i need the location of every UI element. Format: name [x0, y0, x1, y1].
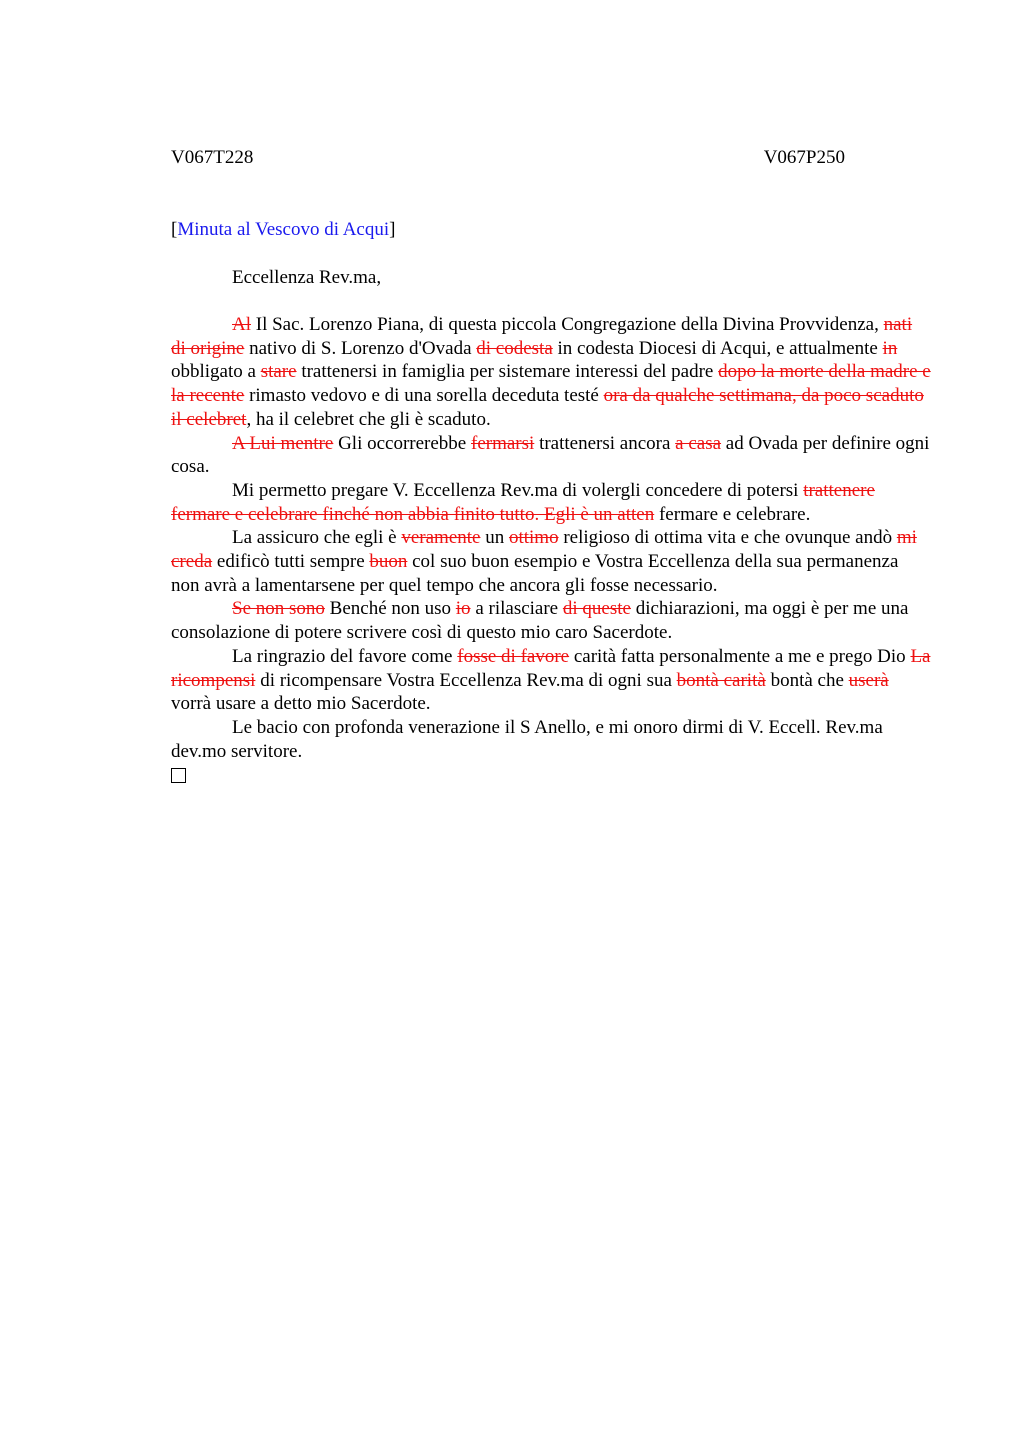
title-open-bracket: [ — [171, 219, 178, 240]
deleted-text: in — [882, 337, 898, 359]
body-text: un — [480, 527, 509, 549]
body-text: religioso di ottima vita e che ovunque andò — [558, 527, 897, 549]
document-page — [171, 145, 931, 789]
body-text: Gli occorrerebbe — [333, 432, 471, 454]
deleted-text: bontà carità — [676, 669, 766, 691]
reference-left: V067T228 — [171, 147, 254, 168]
body-text: trattenersi in famiglia per sistemare interessi del padre — [296, 361, 719, 383]
body-text: ad Ovada per definire ogni cosa. — [171, 432, 930, 478]
body-text: vorrà usare a detto mio Sacerdote. — [171, 693, 431, 715]
deleted-text: trattenere fermare e celebrare finché non abbia finito tutto. Egli è un atten — [171, 479, 875, 525]
end-marker — [171, 763, 931, 789]
body-text: fermare e celebrare. — [654, 503, 811, 525]
deleted-text: fermarsi — [471, 432, 535, 454]
body-text: di ricompensare Vostra Eccellenza Rev.ma di ogni sua — [255, 669, 677, 691]
deleted-text: di codesta — [476, 337, 553, 359]
body-text: , ha il celebret che gli è scaduto. — [246, 408, 491, 430]
letter-paragraph — [171, 432, 931, 479]
letter-paragraph — [171, 716, 931, 763]
body-text: edificò tutti sempre — [212, 551, 370, 573]
body-text: in codesta Diocesi di Acqui, e attualmente — [552, 337, 883, 359]
body-text: Il Sac. Lorenzo Piana, di questa piccola Congregazione della Divina Provvidenza, — [251, 314, 884, 335]
body-text: nativo di S. Lorenzo d'Ovada — [244, 337, 477, 359]
body-text: La ringrazio del favore come — [232, 645, 458, 667]
deleted-text: Al — [232, 314, 251, 335]
body-text: carità fatta personalmente a me e prego Dio — [569, 645, 911, 667]
body-text: a rilasciare — [470, 598, 563, 620]
letter-paragraph — [171, 526, 931, 597]
letter-paragraph — [171, 645, 931, 716]
salutation: Eccellenza Rev.ma, — [232, 267, 382, 288]
body-text: Benché non uso — [324, 598, 456, 620]
deleted-text: Se non sono — [232, 598, 325, 620]
body-text: rimasto vedovo e di una sorella deceduta testé — [244, 385, 604, 407]
letter-paragraph — [171, 479, 931, 526]
body-text: obbligato a — [171, 361, 261, 383]
reference-right: V067P250 — [763, 147, 845, 168]
deleted-text: ottimo — [508, 527, 559, 549]
body-text: dichiarazioni, ma oggi è per me una consolazione di potere scrivere così di questo mio caro Sacerdote. — [171, 598, 909, 644]
deleted-text: stare — [260, 361, 297, 383]
letter-body — [171, 313, 931, 763]
deleted-text: dopo la morte della madre e la recente — [171, 361, 931, 407]
deleted-text: La ricompensi — [171, 645, 931, 691]
end-box-icon — [171, 768, 186, 783]
title-close-bracket: ] — [389, 219, 396, 240]
reference-codes — [171, 145, 845, 171]
deleted-text: io — [455, 598, 471, 620]
deleted-text: di queste — [562, 598, 631, 620]
body-text: trattenersi ancora — [534, 432, 676, 454]
deleted-text: fosse di favore — [457, 645, 570, 667]
deleted-text: userà — [848, 669, 889, 691]
deleted-text: veramente — [401, 527, 481, 549]
deleted-text: a casa — [675, 432, 722, 454]
body-text: Mi permetto pregare V. Eccellenza Rev.ma di volergli concedere di potersi — [232, 479, 804, 501]
body-text: La assicuro che egli è — [232, 527, 402, 549]
letter-paragraph — [171, 313, 931, 432]
body-text: bontà che — [765, 669, 849, 691]
body-text: Le bacio con profonda venerazione il S Anello, e mi onoro dirmi di V. Eccell. Rev.ma dev.mo servitore. — [171, 716, 883, 762]
deleted-text: mi creda — [171, 527, 917, 573]
body-text: col suo buon esempio e Vostra Eccellenza della sua permanenza non avrà a lamentarsene per quel tempo che ancora gli fosse necessario. — [171, 551, 899, 596]
deleted-text: nati di origine — [171, 314, 913, 359]
deleted-text: buon — [369, 551, 408, 573]
title-link[interactable]: Minuta al Vescovo di Acqui — [177, 219, 390, 240]
deleted-text: ora da qualche settimana, da poco scaduto il celebret — [171, 385, 924, 430]
letter-paragraph — [171, 597, 931, 644]
deleted-text: A Lui mentre — [232, 432, 334, 454]
document-title — [171, 217, 931, 243]
